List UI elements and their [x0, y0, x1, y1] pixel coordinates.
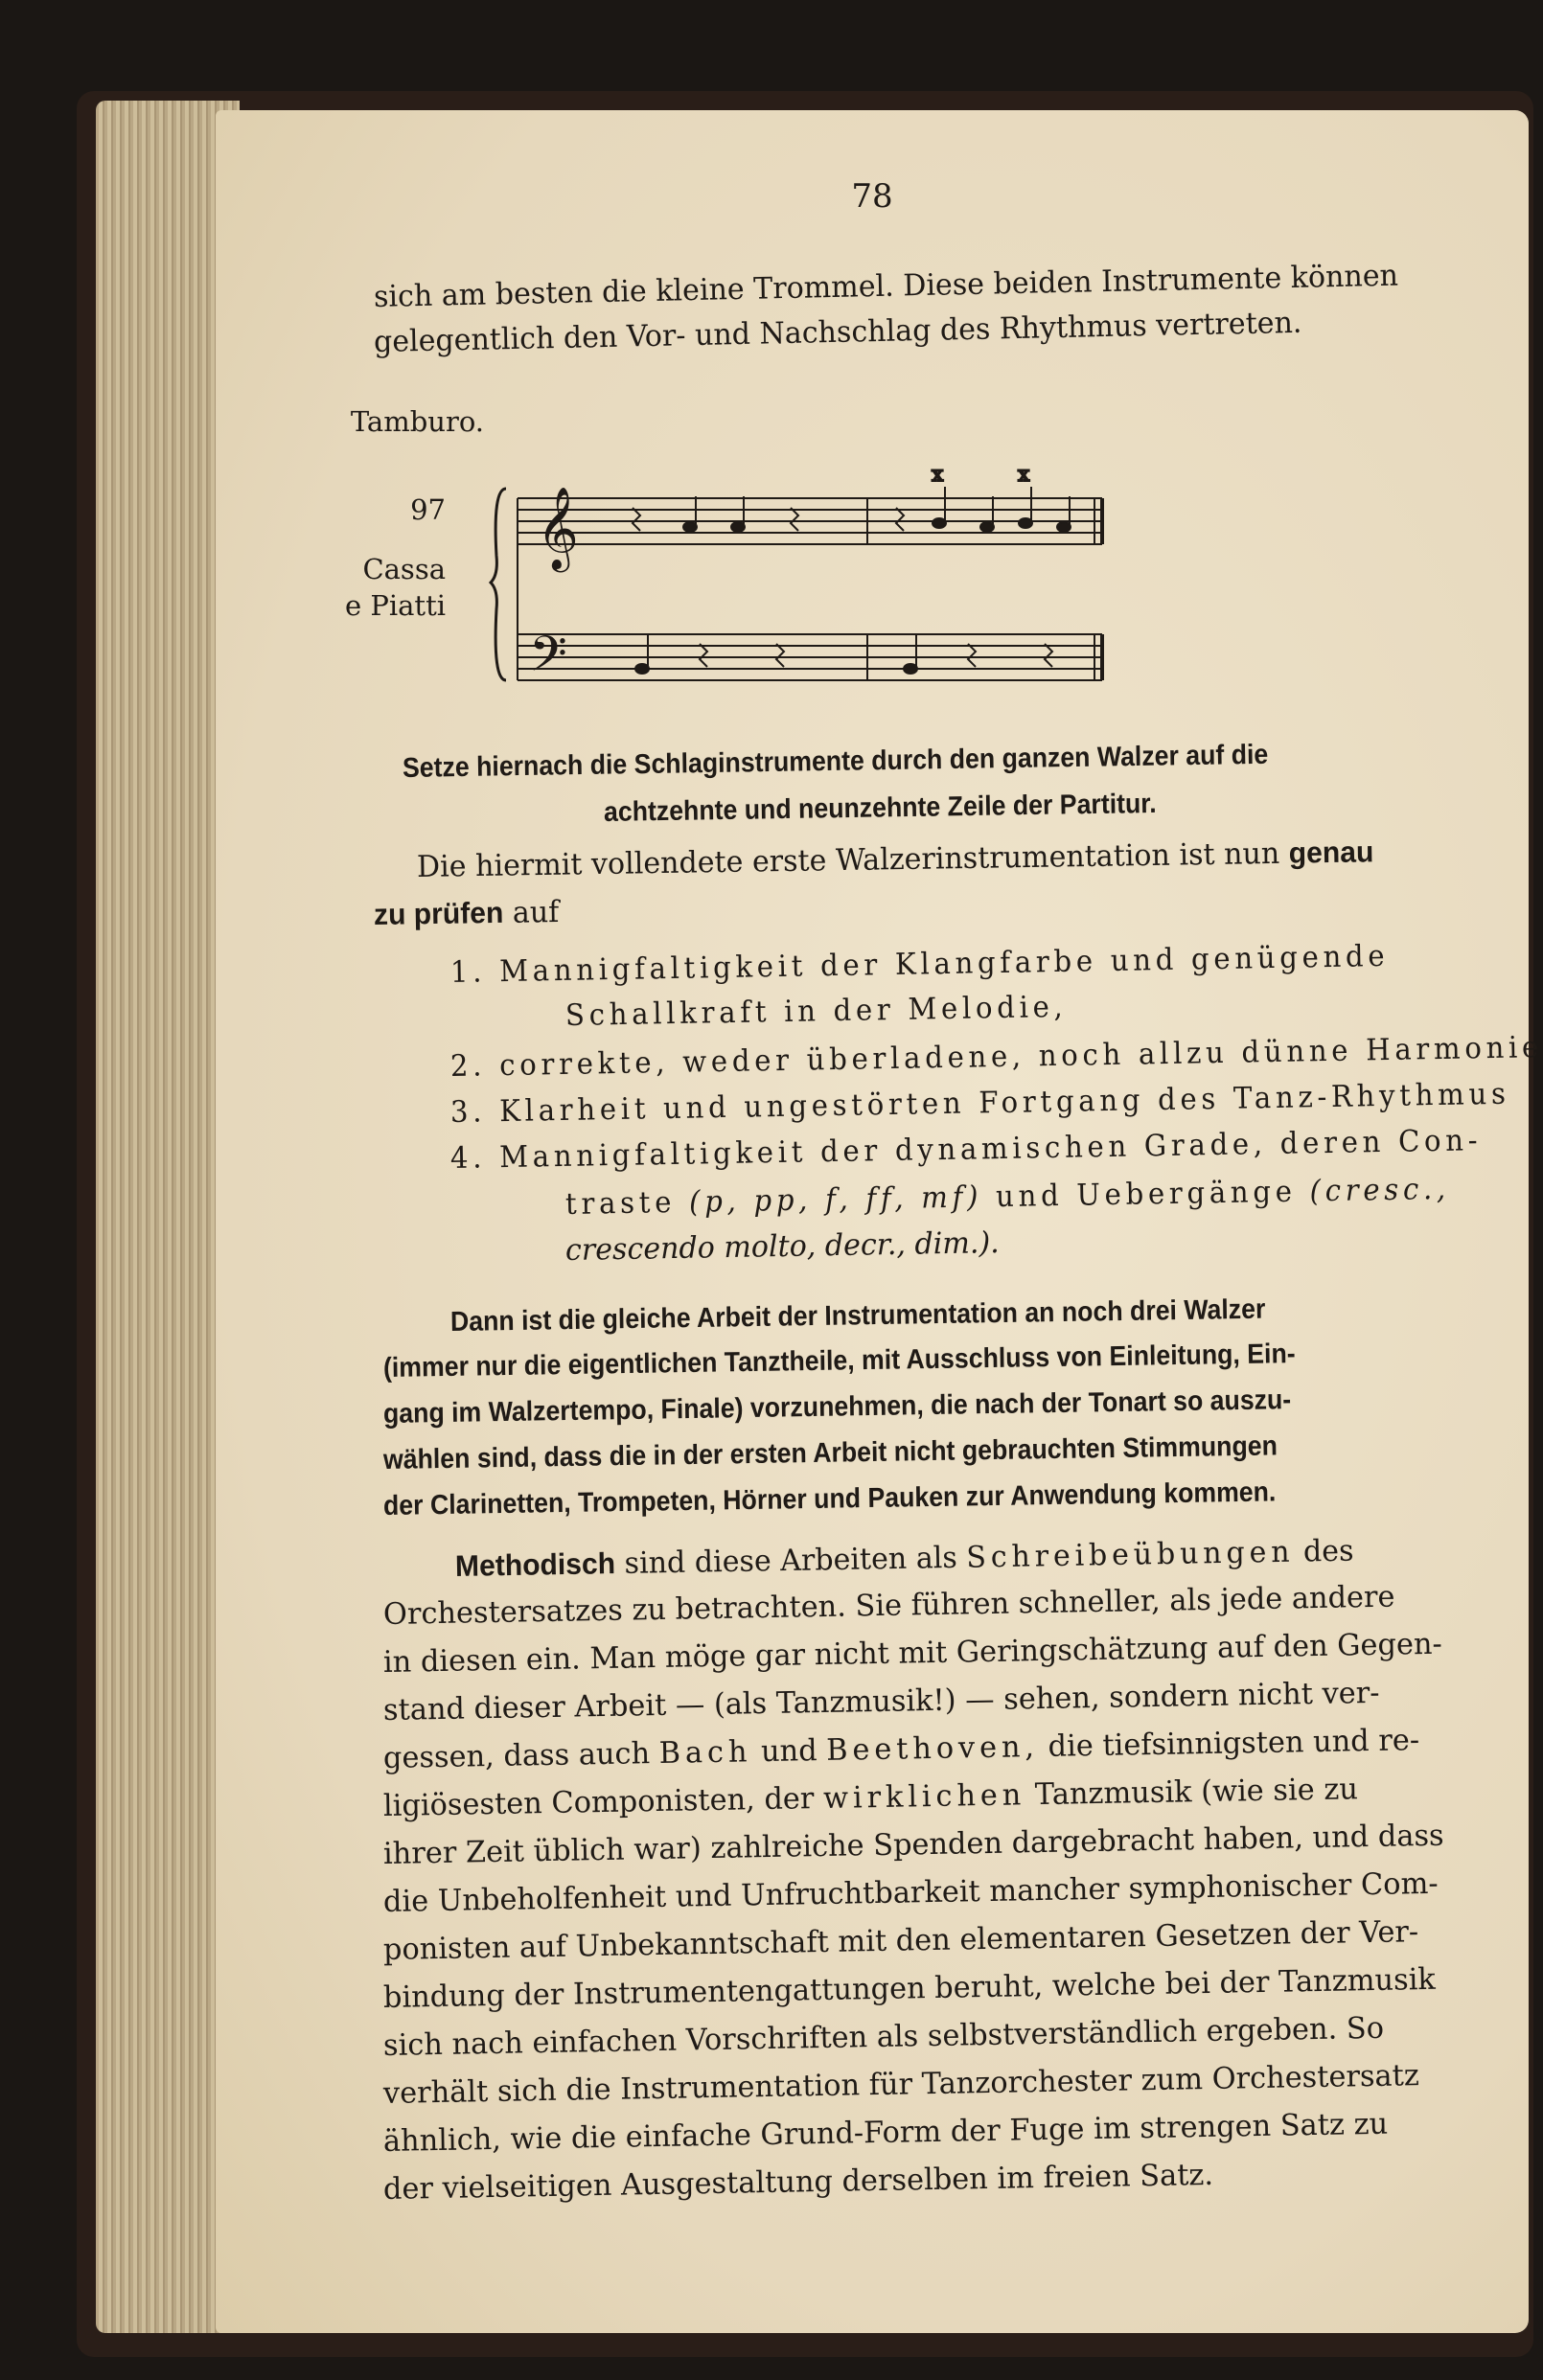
page-number: 78 [851, 177, 893, 216]
accent-icon: x [932, 463, 944, 487]
music-example [489, 364, 1179, 776]
text-line: der vielseitigen Ausgestaltung derselben im freien Satz. [382, 2157, 1214, 2207]
text-line: ponisten auf Unbekanntschaft mit den elementaren Gesetzen der Ver- [382, 1914, 1419, 1967]
text-line: bindung der Instrumentengattungen beruht, welche bei der Tanzmusik [382, 1961, 1437, 2015]
label-tamburo: Tamburo. [350, 405, 484, 438]
brace [491, 489, 506, 680]
instruction-line: Dann ist die gleiche Arbeit der Instrumentation an noch drei Walzer [449, 1293, 1266, 1338]
text-line: Orchestersatzes zu betrachten. Sie führen schneller, als jede andere [382, 1579, 1395, 1632]
text-line: ligiösesten Componisten, der wirklichen Tanzmusik (wie sie zu [382, 1772, 1359, 1823]
list-item-continued: Schallkraft in der Melodie, [564, 989, 1068, 1033]
book-page [216, 110, 1543, 2333]
list-item: 4. Mannigfaltigkeit der dynamischen Grade, deren Con- [449, 1123, 1483, 1176]
list-item: 2. correkte, weder überladene, noch allzu dünne Harmonie [449, 1030, 1543, 1084]
text-line: zu prüfen auf [373, 894, 560, 931]
label-piatti: e Piatti [344, 589, 446, 622]
text-line: sich nach einfachen Vorschriften als selbstverständlich ergeben. So [382, 2010, 1385, 2063]
list-item: 1. Mannigfaltigkeit der Klangfarbe und genügende [449, 938, 1390, 990]
list-item-continued: crescendo molto, decr., dim.). [564, 1225, 1001, 1268]
instruction-line: der Clarinetten, Trompeten, Hörner und Pauken zur Anwendung kommen. [382, 1476, 1277, 1522]
list-item: 3. Klarheit und ungestörten Fortgang des Tanz-Rhythmus [449, 1076, 1510, 1130]
bass-staff [518, 634, 1102, 680]
text-line: gessen, dass auch Bach und Beethoven, die tiefsinnigsten und re- [382, 1723, 1420, 1775]
instruction-line: gang im Walzertempo, Finale) vorzunehmen, die nach der Tonart so auszu- [382, 1385, 1292, 1430]
treble-clef-icon: 𝄞 [537, 487, 579, 569]
label-cassa: Cassa [362, 553, 446, 585]
instruction-line: achtzehnte und neunzehnte Zeile der Partitur. [603, 788, 1157, 828]
text-line: ihrer Zeit üblich war) zahlreiche Spenden dargebracht haben, und dass [382, 1818, 1444, 1871]
text-line: in diesen ein. Man möge gar nicht mit Geringschätzung auf den Gegen- [382, 1626, 1443, 1680]
example-number: 97 [410, 493, 446, 526]
bass-clef-icon: 𝄢 [529, 625, 567, 695]
instruction-line: Setze hiernach die Schlaginstrumente durch den ganzen Walzer auf die [402, 739, 1269, 784]
text-line: sich am besten die kleine Trommel. Diese beiden Instrumente können [373, 258, 1399, 314]
text-line: Die hiermit vollendete erste Walzerinstrumentation ist nun genau [416, 835, 1374, 884]
instruction-line: wählen sind, dass die in der ersten Arbeit nicht gebrauchten Stimmungen [382, 1430, 1278, 1476]
list-item-continued: traste (p, pp, f, ff, mf) und Uebergänge (cresc., [564, 1171, 1451, 1222]
accent-icon: x [1018, 463, 1030, 487]
treble-staff [518, 498, 1102, 544]
instruction-line: (immer nur die eigentlichen Tanztheile, mit Ausschluss von Einleitung, Ein- [382, 1339, 1296, 1384]
text-line: stand dieser Arbeit — (als Tanzmusik!) — sehen, sondern nicht ver- [382, 1675, 1380, 1728]
text-line: verhält sich die Instrumentation für Tanzorchester zum Orchestersatz [382, 2058, 1420, 2111]
text-line: Methodisch sind diese Arbeiten als Schreibeübungen des [454, 1533, 1354, 1583]
text-line: gelegentlich den Vor- und Nachschlag des Rhythmus vertreten. [373, 305, 1302, 359]
text-line: ähnlich, wie die einfache Grund-Form der Fuge im strengen Satz zu [382, 2106, 1389, 2159]
text-line: die Unbeholfenheit und Unfruchtbarkeit mancher symphonischer Com- [382, 1865, 1439, 1919]
bass-notes [635, 634, 1052, 674]
